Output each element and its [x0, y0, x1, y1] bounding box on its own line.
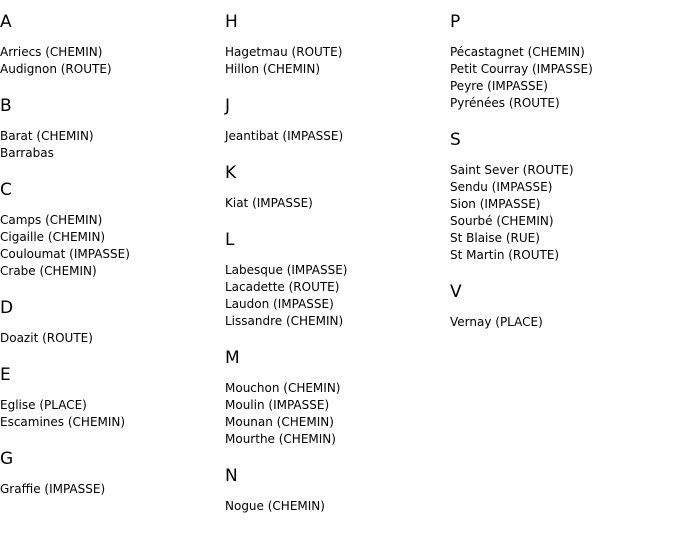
- street-item: Vernay (PLACE): [450, 315, 543, 329]
- index-column: [450, 0, 672, 349]
- street-list: [0, 44, 222, 78]
- street-item: Cigaille (CHEMIN): [0, 230, 106, 244]
- street-item: Peyre (IMPASSE): [450, 79, 548, 93]
- street-item: Sion (IMPASSE): [450, 197, 541, 211]
- letter-heading: B: [0, 96, 12, 116]
- street-item: Labesque (IMPASSE): [225, 263, 348, 277]
- street-item: Mouchon (CHEMIN): [225, 381, 341, 395]
- letter-group: [225, 466, 447, 515]
- letter-group: [225, 230, 447, 330]
- street-list: [0, 128, 222, 162]
- street-list: [225, 498, 447, 515]
- letter-heading: L: [225, 230, 235, 250]
- letter-heading: A: [0, 12, 12, 32]
- letter-group: [225, 96, 447, 145]
- street-item: Mourthe (CHEMIN): [225, 432, 336, 446]
- street-list: [450, 314, 672, 331]
- street-item: Barat (CHEMIN): [0, 129, 94, 143]
- street-list: [0, 397, 222, 431]
- street-item: Hagetmau (ROUTE): [225, 45, 343, 59]
- letter-heading: G: [0, 449, 14, 469]
- street-item: Camps (CHEMIN): [0, 213, 103, 227]
- letter-group: [0, 298, 222, 347]
- street-item: Doazit (ROUTE): [0, 331, 93, 345]
- street-item: Graffie (IMPASSE): [0, 482, 106, 496]
- street-item: Nogue (CHEMIN): [225, 499, 325, 513]
- street-item: Audignon (ROUTE): [0, 62, 112, 76]
- letter-group: [0, 180, 222, 280]
- street-item: Hillon (CHEMIN): [225, 62, 321, 76]
- street-list: [225, 380, 447, 448]
- letter-group: [0, 12, 222, 78]
- street-item: Jeantibat (IMPASSE): [225, 129, 344, 143]
- street-item: Moulin (IMPASSE): [225, 398, 330, 412]
- street-list: [225, 128, 447, 145]
- letter-group: [0, 96, 222, 162]
- letter-heading: N: [225, 466, 238, 486]
- street-item: Petit Courray (IMPASSE): [450, 62, 593, 76]
- street-item: Sourbé (CHEMIN): [450, 214, 554, 228]
- street-list: [225, 262, 447, 330]
- letter-heading: S: [450, 130, 461, 150]
- street-list: [225, 195, 447, 212]
- letter-group: [225, 163, 447, 212]
- letter-heading: P: [450, 12, 461, 32]
- letter-heading: K: [225, 163, 237, 183]
- street-list: [0, 481, 222, 498]
- letter-heading: D: [0, 298, 14, 318]
- street-list: [450, 162, 672, 264]
- street-item: Lissandre (CHEMIN): [225, 314, 344, 328]
- letter-heading: C: [0, 180, 12, 200]
- street-item: Saint Sever (ROUTE): [450, 163, 574, 177]
- street-item: Arriecs (CHEMIN): [0, 45, 103, 59]
- street-item: St Martin (ROUTE): [450, 248, 560, 262]
- street-item: Pécastagnet (CHEMIN): [450, 45, 585, 59]
- street-item: Lacadette (ROUTE): [225, 280, 340, 294]
- letter-heading: M: [225, 348, 240, 368]
- street-list: [450, 44, 672, 112]
- street-item: Mounan (CHEMIN): [225, 415, 334, 429]
- street-item: St Blaise (RUE): [450, 231, 540, 245]
- street-item: Escamines (CHEMIN): [0, 415, 126, 429]
- street-list: [0, 212, 222, 280]
- street-item: Barrabas: [0, 146, 54, 160]
- letter-group: [0, 365, 222, 431]
- letter-group: [450, 12, 672, 112]
- letter-group: [225, 12, 447, 78]
- letter-group: [450, 282, 672, 331]
- street-item: Sendu (IMPASSE): [450, 180, 553, 194]
- street-item: Couloumat (IMPASSE): [0, 247, 130, 261]
- letter-heading: H: [225, 12, 238, 32]
- street-item: Pyrénées (ROUTE): [450, 96, 560, 110]
- street-list: [225, 44, 447, 78]
- letter-heading: V: [450, 282, 462, 302]
- street-list: [0, 330, 222, 347]
- letter-group: [0, 449, 222, 498]
- index-column: [0, 0, 222, 516]
- letter-heading: J: [225, 96, 231, 116]
- street-item: Crabe (CHEMIN): [0, 264, 97, 278]
- index-column: [225, 0, 447, 533]
- letter-group: [225, 348, 447, 448]
- street-item: Laudon (IMPASSE): [225, 297, 334, 311]
- letter-group: [450, 130, 672, 264]
- street-item: Kiat (IMPASSE): [225, 196, 313, 210]
- letter-heading: E: [0, 365, 11, 385]
- street-item: Eglise (PLACE): [0, 398, 87, 412]
